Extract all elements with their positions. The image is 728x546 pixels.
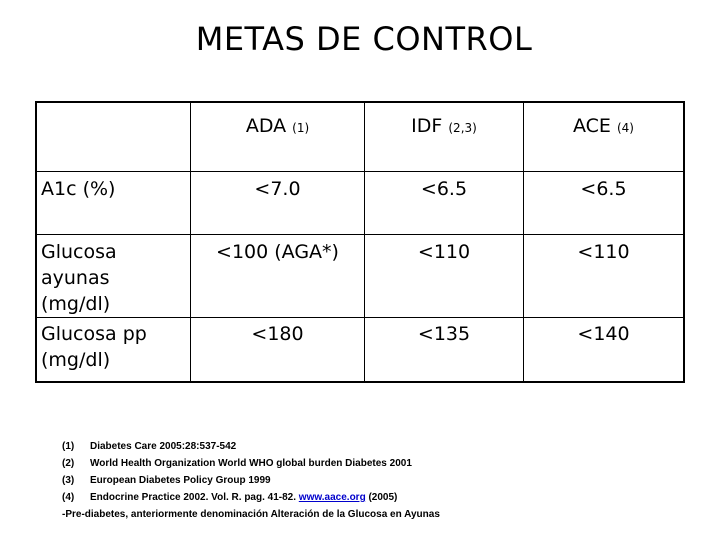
row-label-a1c: A1c (%) <box>36 172 191 235</box>
header-ada-ref: (1) <box>292 121 310 135</box>
reference-number: (2) <box>62 458 75 469</box>
cell-ace-fasting: <110 <box>524 235 685 318</box>
reference-number: (1) <box>62 441 75 452</box>
table-row <box>36 235 684 318</box>
goals-table <box>35 101 685 383</box>
table-row <box>36 172 684 235</box>
reference-text: World Health Organization World WHO global burden Diabetes 2001 <box>90 458 412 469</box>
references-list <box>62 438 702 523</box>
header-idf <box>365 102 524 172</box>
reference-text: Diabetes Care 2005:28:537-542 <box>90 441 237 452</box>
footnote: -Pre-diabetes, anteriormente denominación Alteración de la Glucosa en Ayunas <box>62 509 440 520</box>
page-title: METAS DE CONTROL <box>195 20 533 58</box>
cell-ada-pp: <180 <box>191 318 365 383</box>
header-empty-cell <box>36 102 191 172</box>
row-label-line: ayunas <box>41 267 110 289</box>
row-label-line: Glucosa <box>41 241 117 263</box>
table-header-row <box>36 102 684 172</box>
table-row <box>36 318 684 383</box>
reference-text: Endocrine Practice 2002. Vol. R. pag. 41-82. <box>90 492 297 503</box>
cell-ace-pp: <140 <box>524 318 685 383</box>
header-idf-label: IDF <box>411 115 443 137</box>
row-label-line: Glucosa pp <box>41 323 147 345</box>
header-ace-ref: (4) <box>616 121 634 135</box>
header-ace-label: ACE <box>573 115 611 137</box>
header-ace <box>524 102 685 172</box>
reference-item <box>62 472 702 489</box>
cell-ada-fasting: <100 (AGA*) <box>191 235 365 318</box>
row-label-line: (mg/dl) <box>41 349 111 371</box>
header-idf-ref: (2,3) <box>448 121 477 135</box>
reference-item <box>62 455 702 472</box>
row-label-line: (mg/dl) <box>41 293 111 315</box>
cell-idf-fasting: <110 <box>365 235 524 318</box>
cell-ada-a1c: <7.0 <box>191 172 365 235</box>
reference-number: (3) <box>62 475 75 486</box>
header-ada-label: ADA <box>245 115 287 137</box>
reference-number: (4) <box>62 492 75 503</box>
header-ada <box>191 102 365 172</box>
row-label-fasting-glucose <box>36 235 191 318</box>
row-label-postprandial-glucose <box>36 318 191 383</box>
cell-idf-pp: <135 <box>365 318 524 383</box>
cell-idf-a1c: <6.5 <box>365 172 524 235</box>
reference-item <box>62 489 702 506</box>
reference-link[interactable]: www.aace.org <box>298 492 366 503</box>
reference-suffix: (2005) <box>368 492 398 503</box>
reference-text: European Diabetes Policy Group 1999 <box>90 475 271 486</box>
cell-ace-a1c: <6.5 <box>524 172 685 235</box>
reference-item <box>62 438 702 455</box>
